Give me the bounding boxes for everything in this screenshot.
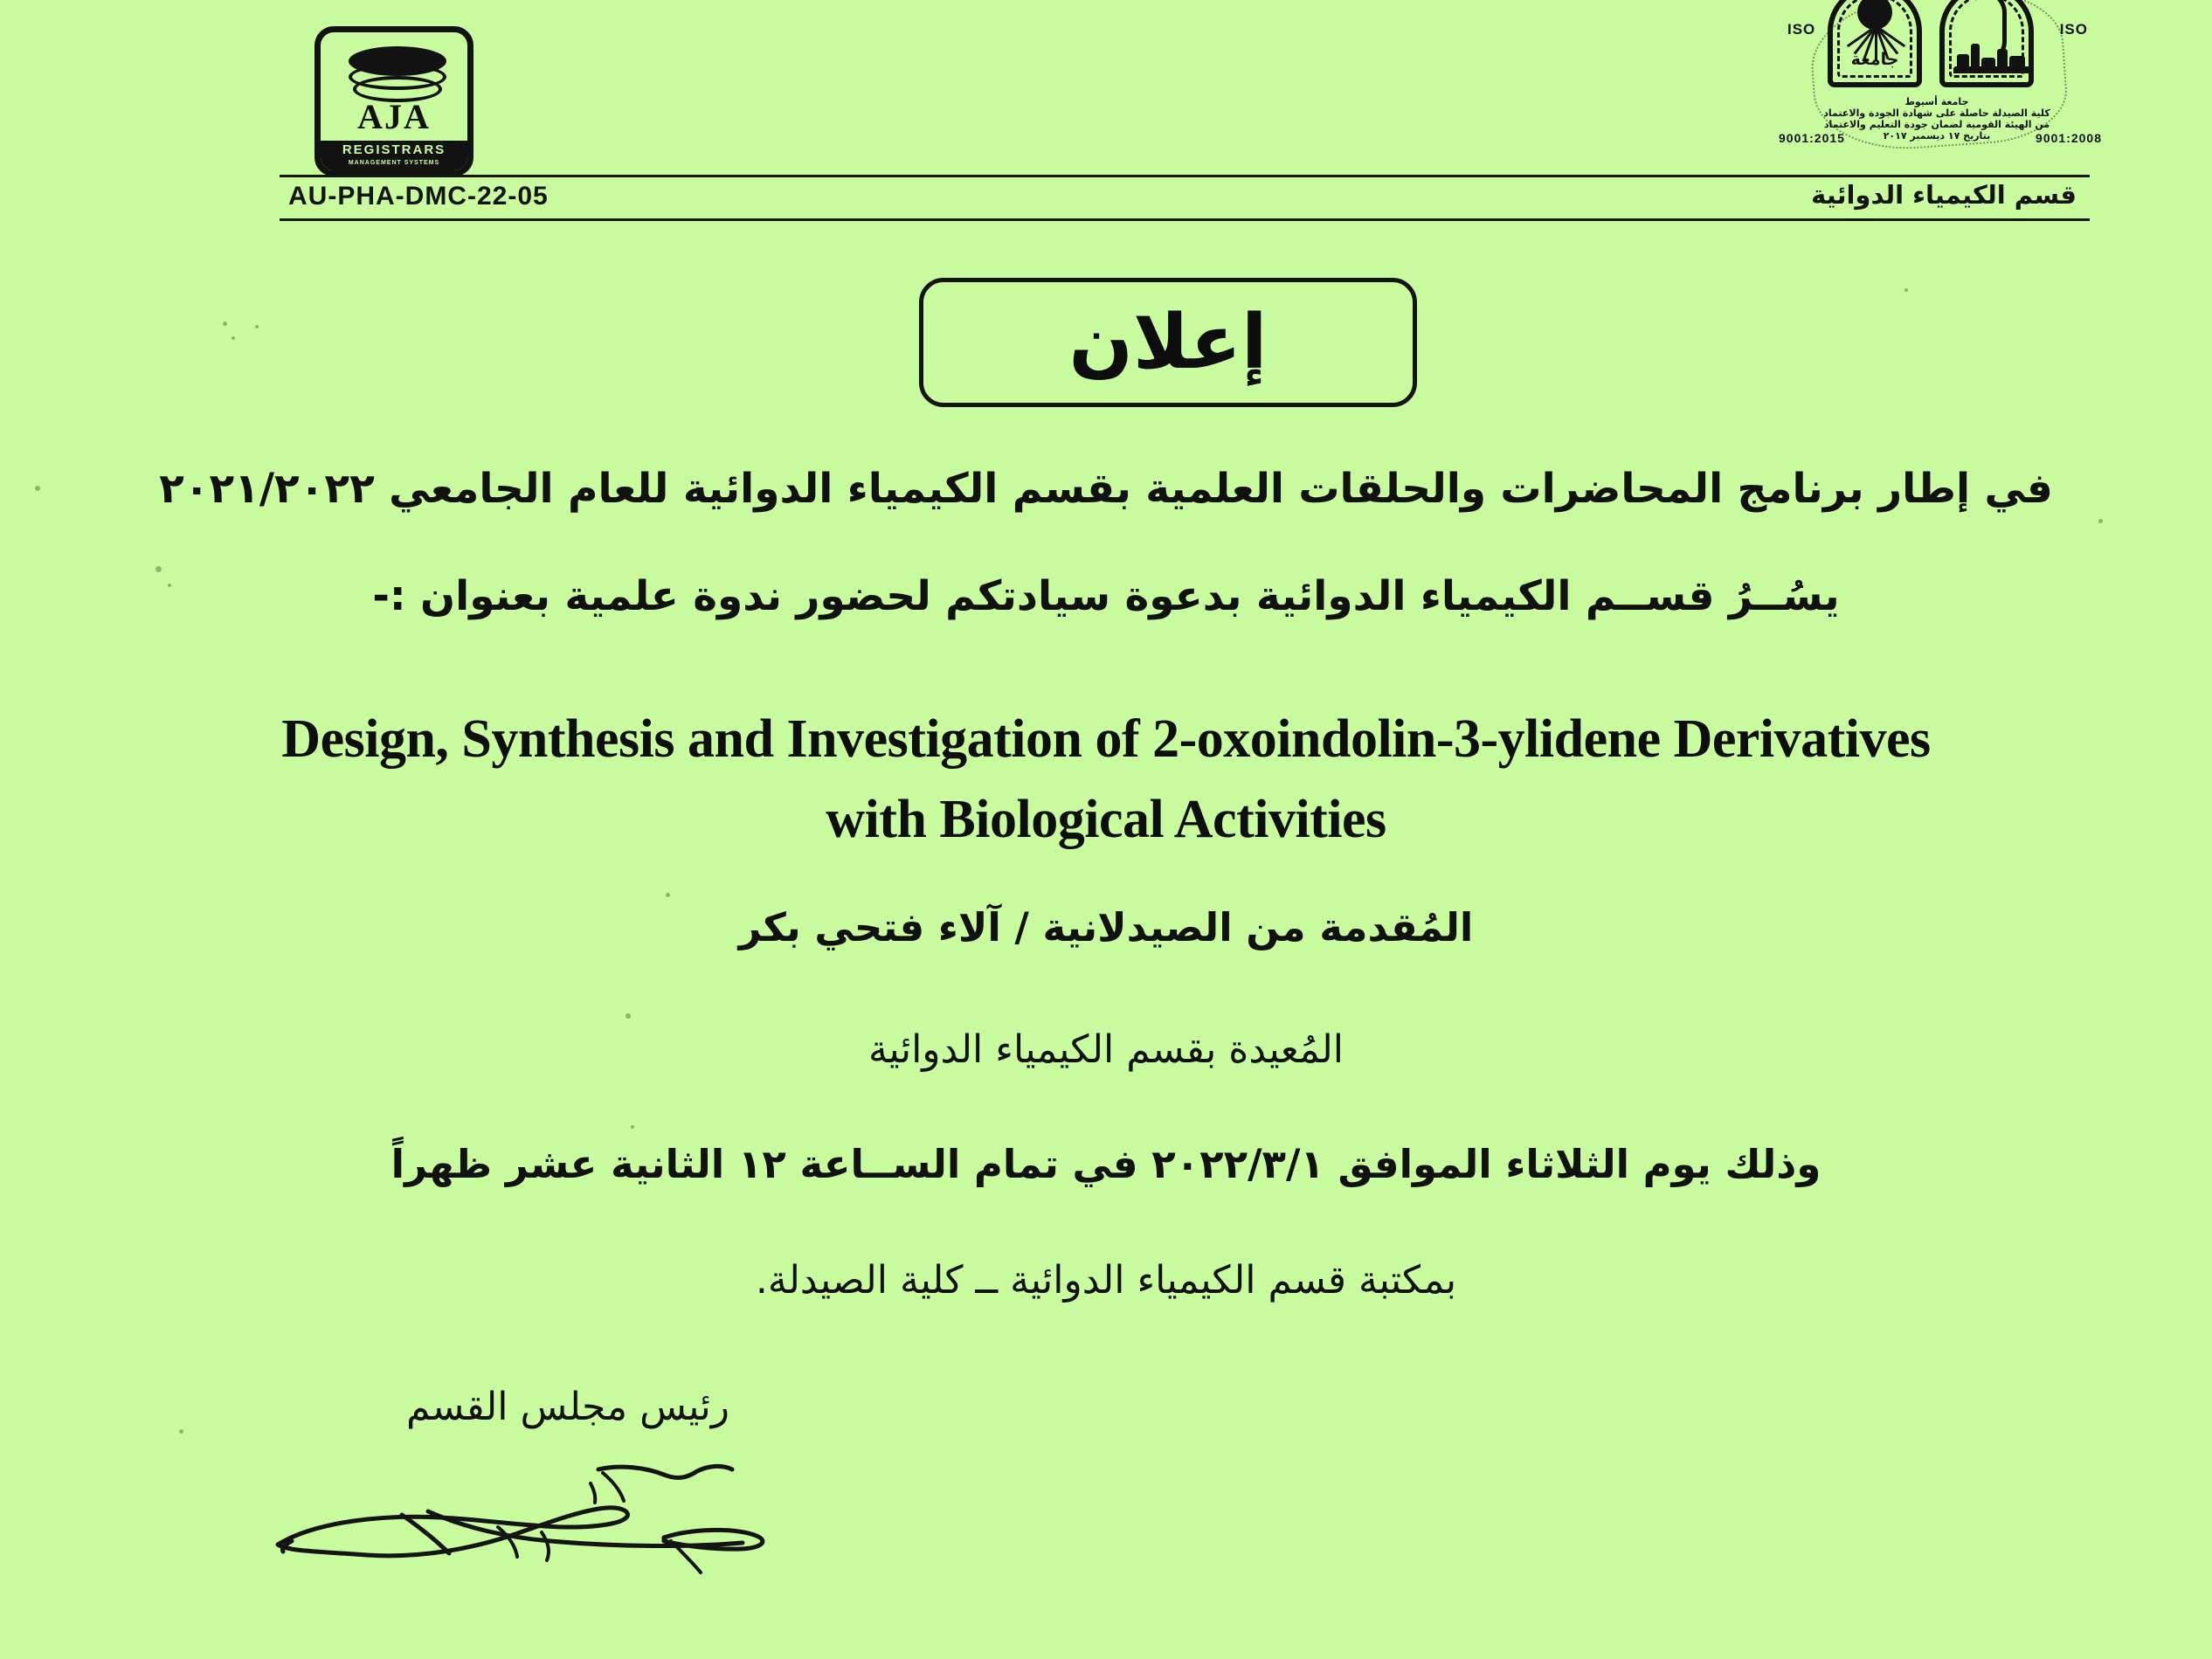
aja-tagline: MANAGEMENT SYSTEMS bbox=[348, 160, 440, 166]
seminar-title bbox=[0, 699, 2212, 860]
scan-speck bbox=[2098, 519, 2103, 523]
signature-role-title: رئيس مجلس القسم bbox=[406, 1385, 729, 1429]
invitation-line: يسُــرُ قســم الكيمياء الدوائية بدعوة سيادتكم لحضور ندوة علمية بعنوان :- bbox=[372, 572, 1840, 620]
scan-speck bbox=[35, 486, 40, 491]
intro-line: في إطار برنامج المحاضرات والحلقات العلمية بقسم الكيمياء الدوائية للعام الجامعي ٢٠٢١/٢٠٢٢ bbox=[159, 465, 2053, 513]
emblem-caption-line-3: من الهيئة القومية لضمان جودة التعليم والاعتماد bbox=[1823, 119, 2050, 130]
pharmacy-shield-icon bbox=[1939, 0, 2034, 87]
header-rule-top bbox=[280, 175, 2090, 177]
scan-speck bbox=[179, 1429, 183, 1434]
iso-code-left: 9001:2015 bbox=[1779, 131, 1845, 145]
handwritten-signature bbox=[253, 1461, 865, 1583]
aja-registrars-logo bbox=[315, 26, 474, 176]
emblem-caption-line-1: جامعة أسيوط bbox=[1904, 96, 1969, 107]
scan-speck bbox=[666, 893, 670, 897]
scan-speck bbox=[255, 325, 259, 328]
aja-logo-subtext bbox=[321, 141, 467, 170]
scan-speck bbox=[626, 1013, 631, 1019]
presenter-line: المُقدمة من الصيدلانية / آلاء فتحي بكر bbox=[738, 904, 1474, 950]
aja-logo-text: AJA bbox=[357, 97, 431, 136]
seminar-title-line-1: Design, Synthesis and Investigation of 2-oxoindolin-3-ylidene Derivatives bbox=[281, 709, 1931, 769]
scan-speck bbox=[631, 1125, 634, 1129]
page-header bbox=[0, 0, 2212, 218]
university-name-arabic: جامعة bbox=[1850, 50, 1899, 69]
iso-label-right: ISO bbox=[2059, 21, 2088, 38]
pharmacy-skyline-icon bbox=[1953, 30, 2020, 73]
university-shield-icon bbox=[1828, 0, 1922, 87]
document-code: AU-PHA-DMC-22-05 bbox=[288, 182, 549, 211]
iso-code-right: 9001:2008 bbox=[2036, 131, 2102, 145]
emblem-caption-line-4: بتاريخ ١٧ ديسمبر ٢٠١٧ bbox=[1883, 130, 1991, 142]
scan-speck bbox=[223, 321, 227, 326]
scan-speck bbox=[232, 336, 235, 340]
globe-icon bbox=[349, 45, 439, 99]
seminar-title-line-2: with Biological Activities bbox=[826, 790, 1386, 849]
aja-registrars-word: REGISTRARS bbox=[342, 142, 446, 157]
iso-label-left: ISO bbox=[1787, 21, 1816, 38]
announcement-title-box bbox=[919, 278, 1417, 407]
university-faculty-emblem bbox=[1779, 0, 2102, 150]
header-rule-bottom bbox=[280, 218, 2090, 221]
announcement-title: إعلان bbox=[1068, 299, 1268, 386]
presenter-role-line: المُعيدة بقسم الكيمياء الدوائية bbox=[868, 1027, 1344, 1072]
emblem-caption-line-2: كلية الصيدلة حاصلة على شهادة الجودة والاعتماد bbox=[1823, 107, 2050, 119]
department-label: قسم الكيمياء الدوائية bbox=[1811, 180, 2077, 210]
scan-speck bbox=[1904, 288, 1908, 292]
signature-block bbox=[288, 1385, 847, 1429]
place-line: بمكتبة قسم الكيمياء الدوائية ــ كلية الصيدلة. bbox=[755, 1258, 1457, 1303]
scan-speck bbox=[156, 566, 162, 572]
scan-speck bbox=[168, 584, 171, 587]
datetime-line: وذلك يوم الثلاثاء الموافق ٢٠٢٢/٣/١ في تمام الســاعة ١٢ الثانية عشر ظهراً bbox=[391, 1141, 1821, 1187]
